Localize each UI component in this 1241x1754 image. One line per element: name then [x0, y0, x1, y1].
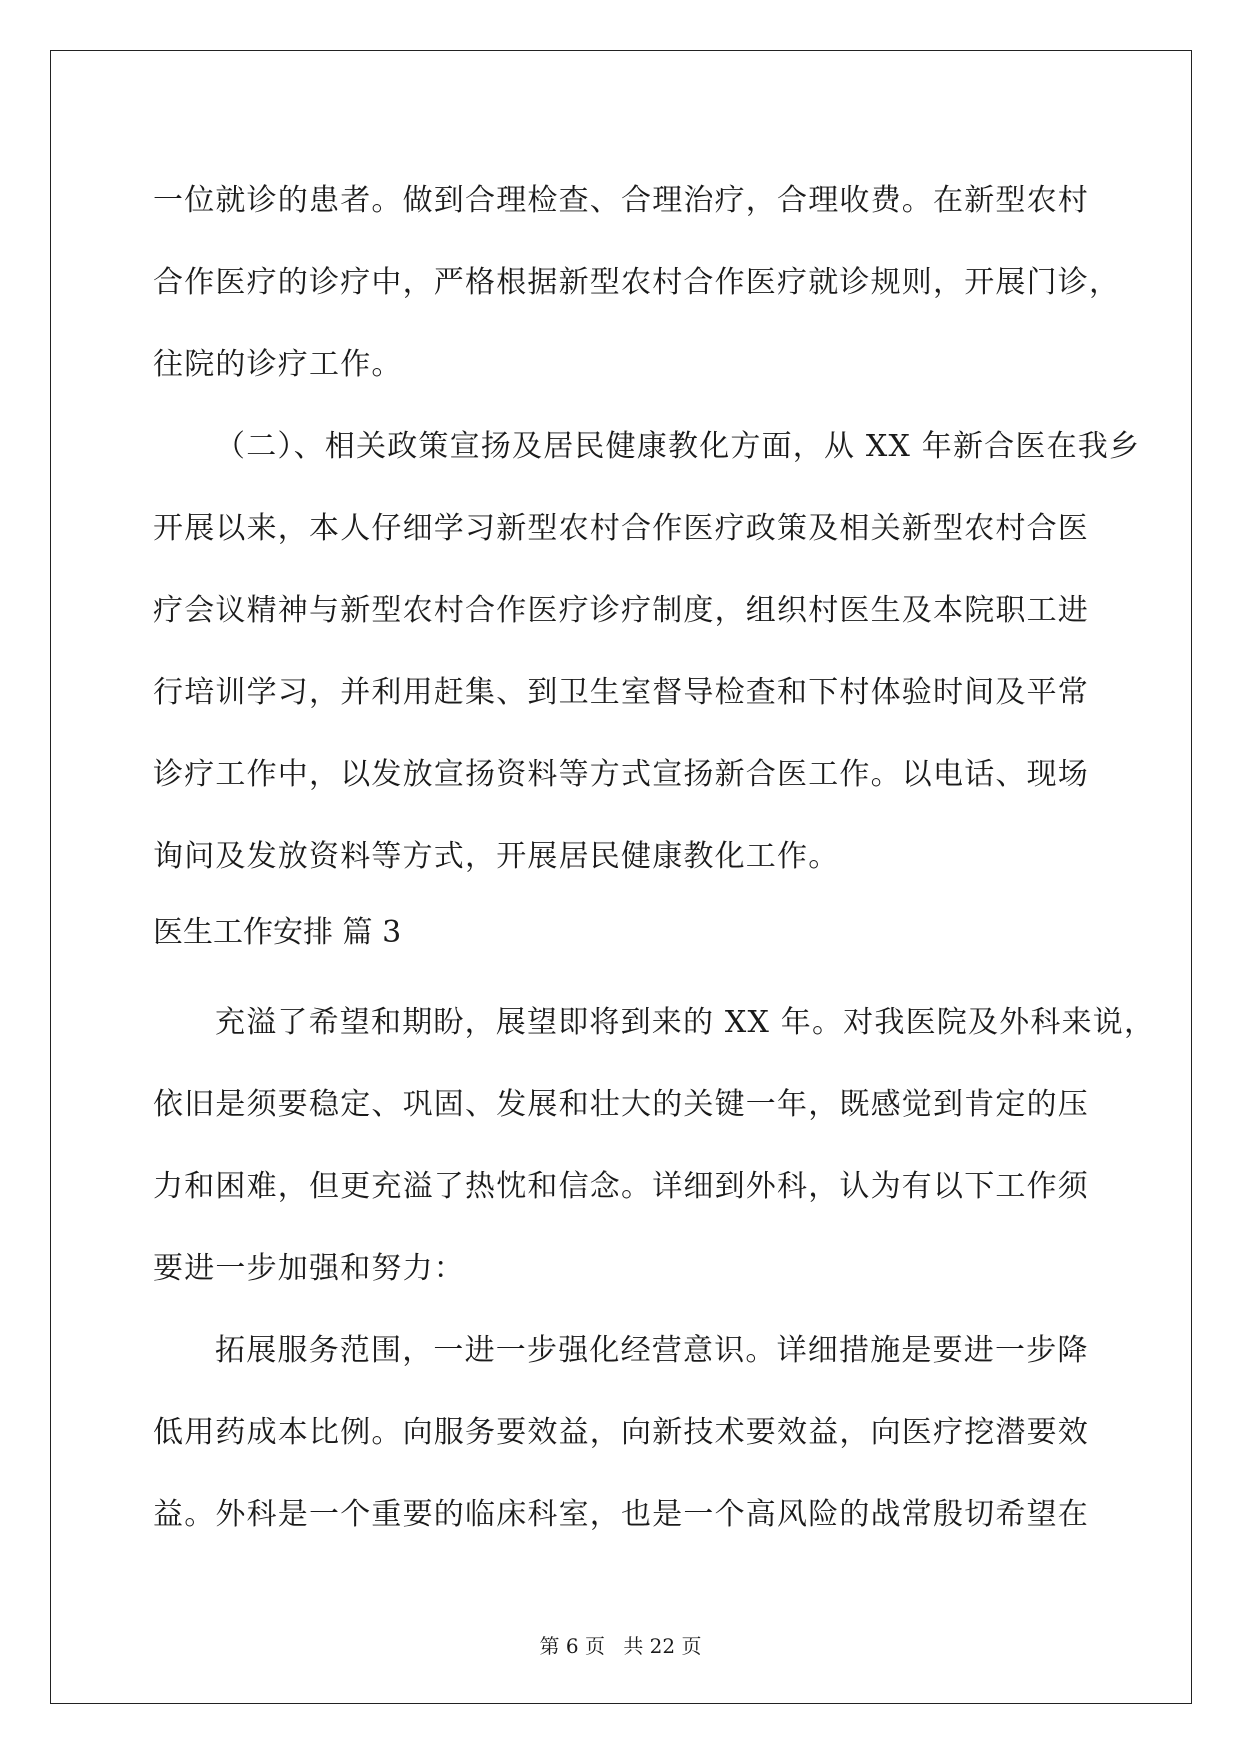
text-line: 充溢了希望和期盼，展望即将到来的 XX 年。对我医院及外科来说，	[215, 1005, 1156, 1040]
section-heading: 医生工作安排 篇 3	[153, 915, 402, 950]
text-line: 询问及发放资料等方式，开展居民健康教化工作。	[153, 839, 840, 874]
text-line: 行培训学习，并利用赶集、到卫生室督导检查和下村体验时间及平常	[153, 675, 1089, 710]
page-footer	[0, 1630, 1241, 1659]
page-total: 共 22 页	[623, 1634, 702, 1658]
text-line: 合作医疗的诊疗中，严格根据新型农村合作医疗就诊规则，开展门诊，	[153, 265, 1121, 300]
text-line: 拓展服务范围，一进一步强化经营意识。详细措施是要进一步降	[215, 1333, 1089, 1368]
text-line: 开展以来，本人仔细学习新型农村合作医疗政策及相关新型农村合医	[153, 511, 1089, 546]
text-line: 益。外科是一个重要的临床科室，也是一个高风险的战常殷切希望在	[153, 1497, 1089, 1532]
page-number: 第 6 页	[539, 1634, 605, 1658]
text-line: （二）、相关政策宣扬及居民健康教化方面，从 XX 年新合医在我乡	[215, 429, 1141, 464]
text-line: 往院的诊疗工作。	[153, 347, 403, 382]
text-line: 力和困难，但更充溢了热忱和信念。详细到外科，认为有以下工作须	[153, 1169, 1089, 1204]
text-line: 诊疗工作中，以发放宣扬资料等方式宣扬新合医工作。以电话、现场	[153, 757, 1089, 792]
text-line: 低用药成本比例。向服务要效益，向新技术要效益，向医疗挖潜要效	[153, 1415, 1089, 1450]
text-line: 一位就诊的患者。做到合理检查、合理治疗，合理收费。在新型农村	[153, 183, 1089, 218]
text-line: 依旧是须要稳定、巩固、发展和壮大的关键一年，既感觉到肯定的压	[153, 1087, 1089, 1122]
text-line: 疗会议精神与新型农村合作医疗诊疗制度，组织村医生及本院职工进	[153, 593, 1089, 628]
text-line: 要进一步加强和努力：	[153, 1251, 465, 1286]
document-body	[153, 160, 1156, 1556]
